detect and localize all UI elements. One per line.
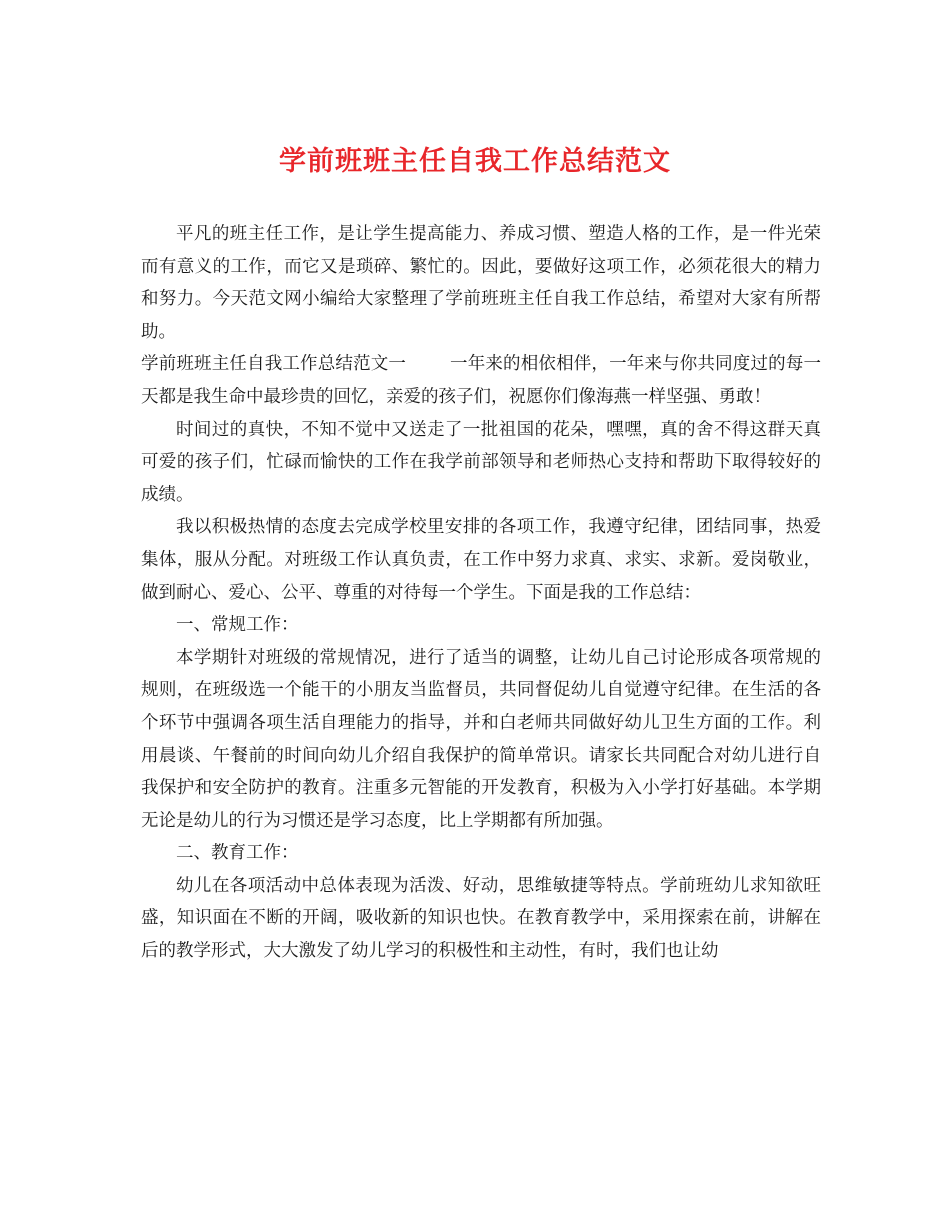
paragraph-4: 本学期针对班级的常规情况，进行了适当的调整，让幼儿自己讨论形成各项常规的规则，在班级选一个能干的小朋友当监督员，共同督促幼儿自觉遵守纪律。在生活的各个环节中强调各项生活自理能力的指导，并和白老师共同做好幼儿卫生方面的工作。利用晨谈、午餐前的时间向幼儿介绍自我保护的简单常识。请家长共同配合对幼儿进行自我保护和安全防护的教育。注重多元智能的开发教育，积极为入小学打好基础。本学期无论是幼儿的行为习惯还是学习态度，比上学期都有所加强。 [141, 647, 821, 831]
paragraph-2: 时间过的真快，不知不觉中又送走了一批祖国的花朵，嘿嘿，真的舍不得这群天真可爱的孩子们，忙碌而愉快的工作在我学前部领导和老师热心支持和帮助下取得较好的成绩。 [141, 419, 821, 505]
section-lead: 一年来的相依相伴，一年来与你共同度过的每一天都是我生命中最珍贵的回忆，亲爱的孩子们，祝愿你们像海燕一样坚强、勇敢！ [141, 354, 822, 407]
heading-education-work: 二、教育工作： [176, 843, 299, 864]
section-paragraph [141, 348, 821, 413]
document-title: 学前班班主任自我工作总结范文 [279, 146, 671, 177]
intro-paragraph: 平凡的班主任工作，是让学生提高能力、养成习惯、塑造人格的工作，是一件光荣而有意义的工作，而它又是琐碎、繁忙的。因此，要做好这项工作，必须花很大的精力和努力。今天范文网小编给大家整理了学前班班主任自我工作总结，希望对大家有所帮助。 [141, 224, 821, 342]
paragraph-3: 我以积极热情的态度去完成学校里安排的各项工作，我遵守纪律，团结同事，热爱集体，服从分配。对班级工作认真负责，在工作中努力求真、求实、求新。爱岗敬业，做到耐心、爱心、公平、尊重的对待每一个学生。下面是我的工作总结： [141, 517, 821, 603]
paragraph-5: 幼儿在各项活动中总体表现为活泼、好动，思维敏捷等特点。学前班幼儿求知欲旺盛，知识面在不断的开阔，吸收新的知识也快。在教育教学中，采用探索在前，讲解在后的教学形式，大大激发了幼儿学习的积极性和主动性，有时，我们也让幼 [141, 875, 821, 962]
section-heading: 学前班班主任自我工作总结范文一 [141, 354, 407, 375]
document-body [141, 218, 821, 968]
heading-routine-work: 一、常规工作： [176, 615, 299, 636]
